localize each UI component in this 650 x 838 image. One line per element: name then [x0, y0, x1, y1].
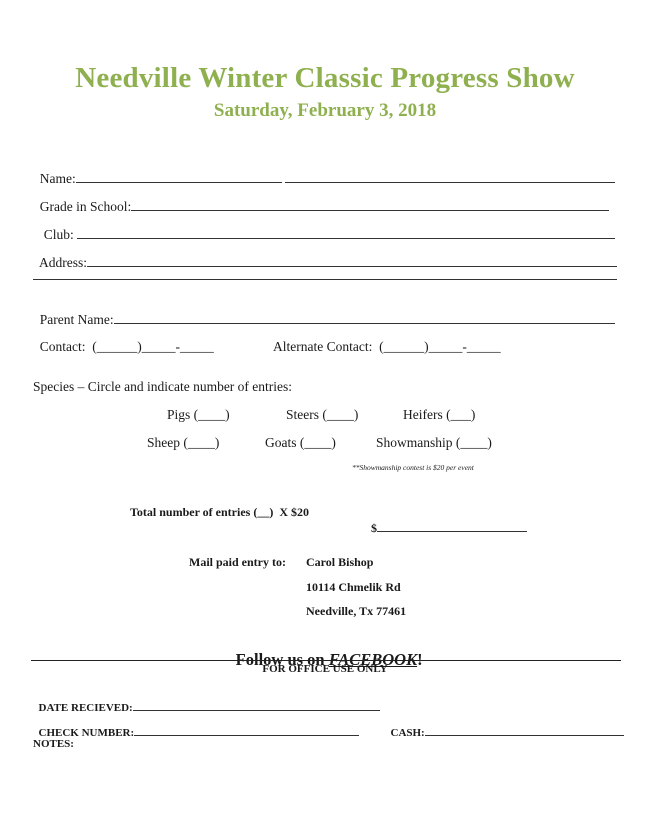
species-showmanship[interactable]: Showmanship (____): [376, 435, 492, 450]
address-label: Address:: [39, 255, 88, 270]
mail-name: Carol Bishop: [306, 555, 374, 569]
species-goats[interactable]: Goats (____): [265, 435, 336, 450]
check-number-label: CHECK NUMBER:: [38, 727, 135, 739]
check-number-row: [33, 713, 359, 739]
total-entries-label: Total number of entries (__) X $20: [130, 505, 309, 519]
alt-contact-label: Alternate Contact:: [273, 339, 373, 354]
follow-prefix: Follow us on: [235, 650, 329, 669]
date-received-line[interactable]: [133, 700, 380, 711]
date-received-row: [33, 688, 380, 714]
mail-label: Mail paid entry to:: [189, 555, 286, 569]
notes-label: NOTES:: [33, 738, 74, 750]
alt-contact-blank[interactable]: (______)_____-_____: [379, 339, 501, 354]
cash-label: CASH:: [390, 727, 425, 739]
club-label: Club:: [43, 227, 74, 242]
cash-line[interactable]: [425, 725, 624, 736]
facebook-link[interactable]: FACEBOOK: [328, 650, 418, 669]
office-heading: FOR OFFICE USE ONLY: [262, 663, 388, 675]
cash-row: [385, 713, 624, 739]
event-date: Saturday, February 3, 2018: [213, 100, 437, 121]
alt-contact-row: [267, 323, 501, 355]
date-received-label: DATE RECIEVED:: [38, 702, 133, 714]
contact-blank[interactable]: (______)_____-_____: [92, 339, 214, 354]
parent-label: Parent Name:: [39, 312, 114, 327]
species-heifers[interactable]: Heifers (___): [403, 407, 476, 422]
follow-suffix: !: [417, 650, 423, 669]
dollar-sign: $: [371, 521, 377, 535]
page-title: Needville Winter Classic Progress Show: [75, 62, 575, 94]
total-amount-line[interactable]: [377, 520, 527, 532]
showmanship-note: **Showmanship contest is $20 per event: [352, 463, 474, 472]
contact-row: [33, 323, 214, 355]
species-pigs[interactable]: Pigs (____): [167, 407, 230, 422]
address-line-2[interactable]: [33, 267, 617, 280]
species-sheep[interactable]: Sheep (____): [147, 435, 220, 450]
grade-label: Grade in School:: [39, 199, 132, 214]
species-steers[interactable]: Steers (____): [286, 407, 359, 422]
mail-city: Needville, Tx 77461: [306, 604, 407, 618]
check-number-line[interactable]: [134, 725, 359, 736]
mail-street: 10114 Chmelik Rd: [306, 580, 401, 594]
address-line-1[interactable]: [87, 254, 617, 267]
total-dollar-row: [365, 505, 527, 536]
name-label: Name:: [39, 171, 76, 186]
office-divider: [31, 660, 621, 661]
species-instruction: Species – Circle and indicate number of entries:: [33, 379, 293, 394]
contact-label: Contact:: [39, 339, 86, 354]
